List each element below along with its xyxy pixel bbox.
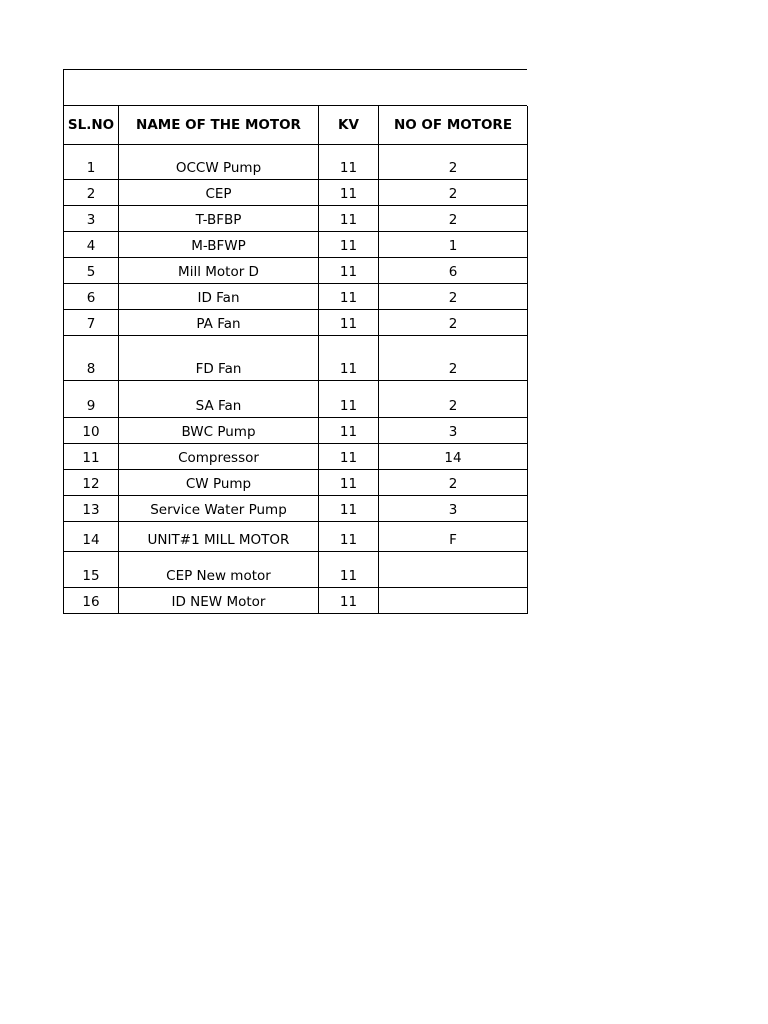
cell-motor-count: 1	[379, 232, 528, 258]
cell-sl-no: 6	[64, 284, 119, 310]
cell-motor-count: 2	[379, 206, 528, 232]
cell-motor-name: FD Fan	[119, 336, 319, 381]
cell-sl-no: 16	[64, 588, 119, 614]
cell-motor-count: 6	[379, 258, 528, 284]
cell-motor-count: 2	[379, 336, 528, 381]
table-row	[64, 180, 528, 206]
cell-kv: 11	[319, 381, 379, 418]
cell-motor-name: Compressor	[119, 444, 319, 470]
cell-kv: 11	[319, 310, 379, 336]
cell-motor-name: BWC Pump	[119, 418, 319, 444]
cell-motor-name: CEP	[119, 180, 319, 206]
cell-motor-count: 2	[379, 180, 528, 206]
cell-sl-no: 8	[64, 336, 119, 381]
cell-kv: 11	[319, 206, 379, 232]
cell-sl-no: 14	[64, 522, 119, 552]
cell-motor-count: 3	[379, 418, 528, 444]
cell-kv: 11	[319, 522, 379, 552]
table-row	[64, 258, 528, 284]
header-row	[64, 106, 528, 145]
cell-motor-name: OCCW Pump	[119, 145, 319, 180]
table-row	[64, 310, 528, 336]
cell-kv: 11	[319, 336, 379, 381]
table-row	[64, 496, 528, 522]
cell-kv: 11	[319, 552, 379, 588]
table-row	[64, 552, 528, 588]
table-row	[64, 444, 528, 470]
header-kv: KV	[319, 106, 379, 145]
cell-motor-name: SA Fan	[119, 381, 319, 418]
table-row	[64, 284, 528, 310]
cell-sl-no: 11	[64, 444, 119, 470]
cell-motor-count: 2	[379, 470, 528, 496]
motor-list-sheet	[63, 69, 527, 614]
table-row	[64, 381, 528, 418]
table-row	[64, 418, 528, 444]
table-row	[64, 206, 528, 232]
cell-motor-name: CEP New motor	[119, 552, 319, 588]
motor-table	[63, 106, 528, 614]
cell-motor-name: T-BFBP	[119, 206, 319, 232]
cell-kv: 11	[319, 470, 379, 496]
table-row	[64, 145, 528, 180]
table-title-row	[63, 69, 527, 106]
cell-kv: 11	[319, 180, 379, 206]
cell-motor-count: 3	[379, 496, 528, 522]
cell-motor-name: ID NEW Motor	[119, 588, 319, 614]
cell-motor-name: M-BFWP	[119, 232, 319, 258]
cell-motor-name: ID Fan	[119, 284, 319, 310]
cell-motor-name: Mill Motor D	[119, 258, 319, 284]
cell-sl-no: 15	[64, 552, 119, 588]
table-row	[64, 470, 528, 496]
table-row	[64, 588, 528, 614]
cell-motor-count: 2	[379, 310, 528, 336]
cell-kv: 11	[319, 588, 379, 614]
cell-sl-no: 12	[64, 470, 119, 496]
cell-sl-no: 13	[64, 496, 119, 522]
header-motor-name: NAME OF THE MOTOR	[119, 106, 319, 145]
cell-kv: 11	[319, 418, 379, 444]
cell-motor-name: CW Pump	[119, 470, 319, 496]
cell-kv: 11	[319, 444, 379, 470]
cell-motor-name: Service Water Pump	[119, 496, 319, 522]
cell-motor-name: UNIT#1 MILL MOTOR	[119, 522, 319, 552]
header-motor-count: NO OF MOTORE	[379, 106, 528, 145]
cell-kv: 11	[319, 258, 379, 284]
cell-sl-no: 7	[64, 310, 119, 336]
cell-kv: 11	[319, 232, 379, 258]
header-sl-no: SL.NO	[64, 106, 119, 145]
cell-sl-no: 5	[64, 258, 119, 284]
cell-motor-count: 2	[379, 145, 528, 180]
cell-kv: 11	[319, 145, 379, 180]
cell-motor-count: 2	[379, 381, 528, 418]
cell-sl-no: 2	[64, 180, 119, 206]
table-row	[64, 232, 528, 258]
cell-motor-count: 2	[379, 284, 528, 310]
cell-kv: 11	[319, 496, 379, 522]
cell-sl-no: 4	[64, 232, 119, 258]
table-row	[64, 522, 528, 552]
cell-sl-no: 9	[64, 381, 119, 418]
cell-motor-count	[379, 588, 528, 614]
cell-motor-name: PA Fan	[119, 310, 319, 336]
table-row	[64, 336, 528, 381]
cell-sl-no: 1	[64, 145, 119, 180]
cell-motor-count: 14	[379, 444, 528, 470]
cell-motor-count	[379, 552, 528, 588]
cell-sl-no: 10	[64, 418, 119, 444]
cell-kv: 11	[319, 284, 379, 310]
cell-sl-no: 3	[64, 206, 119, 232]
cell-motor-count: F	[379, 522, 528, 552]
